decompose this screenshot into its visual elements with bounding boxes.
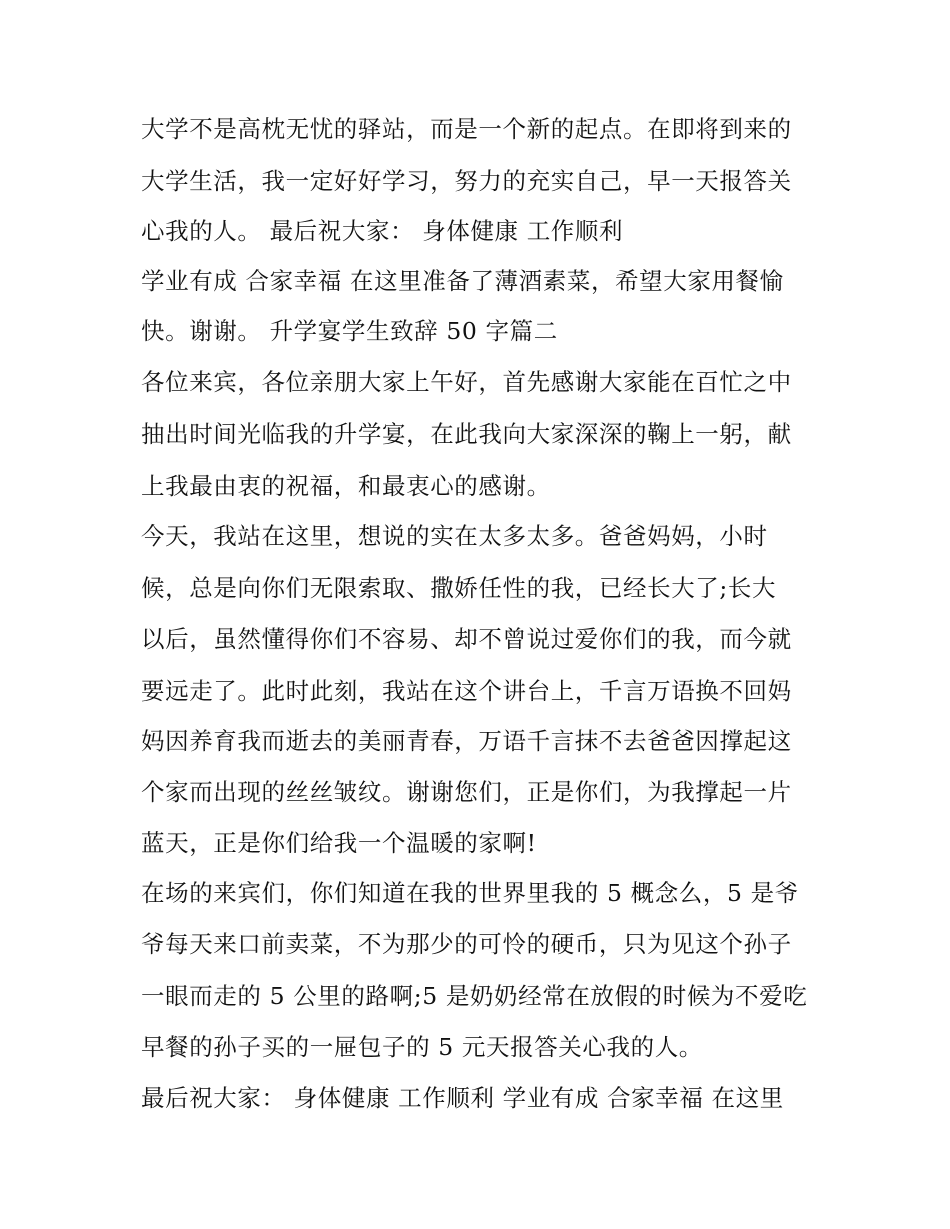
text-line: 蓝天，正是你们给我一个温暖的家啊! bbox=[141, 829, 537, 857]
text-line: 个家而出现的丝丝皱纹。谢谢您们，正是你们，为我撑起一片 bbox=[141, 778, 792, 806]
text-line: 最后祝大家： 身体健康 工作顺利 学业有成 合家幸福 在这里 bbox=[141, 1084, 784, 1112]
text-line: 抽出时间光临我的升学宴，在此我向大家深深的鞠上一躬，献 bbox=[141, 420, 792, 448]
text-line: 大学不是高枕无忧的驿站，而是一个新的起点。在即将到来的 bbox=[141, 115, 792, 143]
text-line: 要远走了。此时此刻，我站在这个讲台上，千言万语换不回妈 bbox=[141, 677, 792, 705]
text-line: 快。谢谢。 升学宴学生致辞 50 字篇二 bbox=[141, 317, 558, 345]
text-line: 妈因养育我而逝去的美丽青春，万语千言抹不去爸爸因撑起这 bbox=[141, 727, 792, 755]
text-line: 各位来宾，各位亲朋大家上午好，首先感谢大家能在百忙之中 bbox=[141, 368, 792, 396]
text-line: 大学生活，我一定好好学习，努力的充实自己，早一天报答关 bbox=[141, 167, 792, 195]
text-line: 学业有成 合家幸福 在这里准备了薄酒素菜，希望大家用餐愉 bbox=[141, 267, 784, 295]
text-line: 一眼而走的 5 公里的路啊;5 是奶奶经常在放假的时候为不爱吃 bbox=[141, 982, 808, 1010]
text-line: 候，总是向你们无限索取、撒娇任性的我，已经长大了;长大 bbox=[141, 574, 777, 602]
text-line: 早餐的孙子买的一屉包子的 5 元天报答关心我的人。 bbox=[141, 1033, 703, 1061]
text-line: 爷每天来口前卖菜，不为那少的可怜的硬币，只为见这个孙子 bbox=[141, 930, 792, 958]
text-line: 心我的人。 最后祝大家： 身体健康 工作顺利 bbox=[141, 217, 624, 245]
text-line: 以后，虽然懂得你们不容易、却不曾说过爱你们的我，而今就 bbox=[141, 625, 792, 653]
text-line: 在场的来宾们，你们知道在我的世界里我的 5 概念么，5 是爷 bbox=[141, 879, 799, 907]
text-line: 今天，我站在这里，想说的实在太多太多。爸爸妈妈，小时 bbox=[141, 522, 768, 550]
text-line: 上我最由衷的祝福，和最衷心的感谢。 bbox=[141, 472, 551, 500]
